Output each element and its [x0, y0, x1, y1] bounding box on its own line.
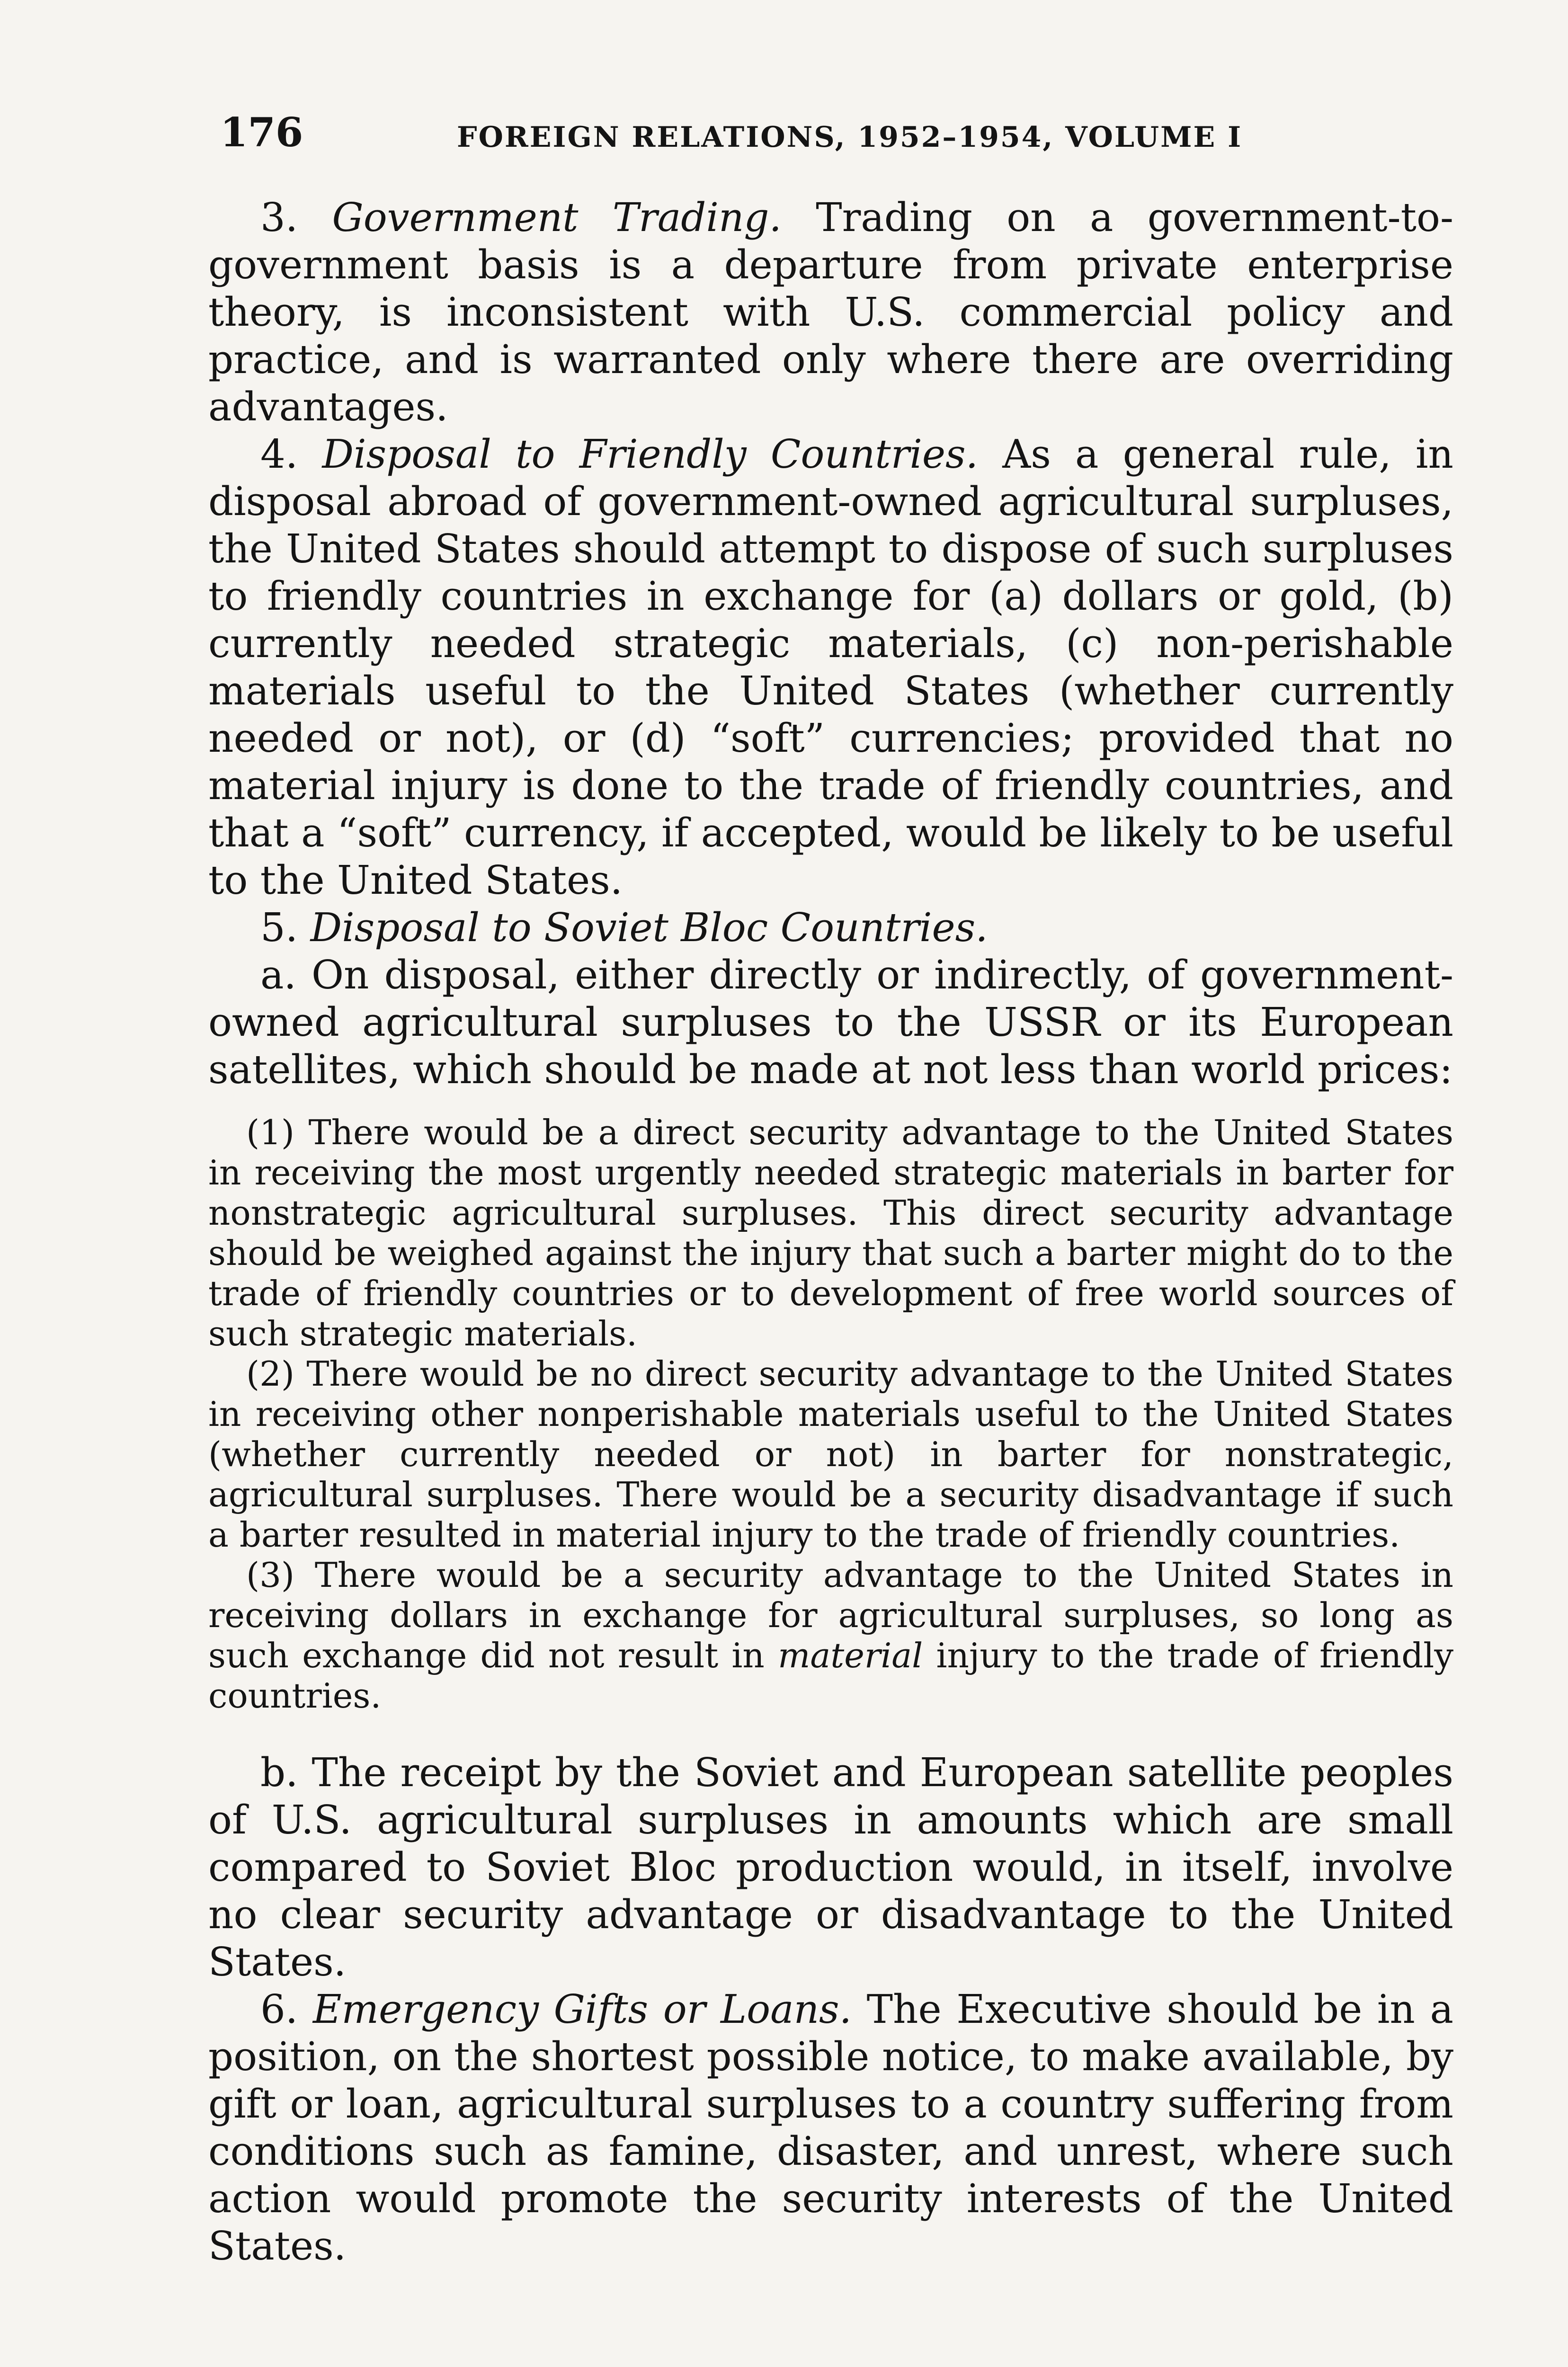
paragraph-number: 4. — [260, 431, 298, 477]
paragraph-heading: Disposal to Friendly Countries. — [322, 431, 978, 477]
paragraph-text: As a general rule, in disposal abroad of government-owned agricultural surpluses, the United States should attempt to dispose of such surpluses to friendly countries in exchange for (a) dollars or gold, (b) currently needed strategic materials, (c) non-perishable materials useful to the United States (whether currently needed or not), or (d) “soft” currencies; provided that no material injury is done to the trade of friendly countries, and that a “soft” currency, if accepted, would be likely to be useful to the United States. — [208, 431, 1453, 903]
spacer — [208, 1716, 1453, 1749]
page-header — [220, 107, 1498, 159]
paragraph-number: 5. — [260, 905, 298, 951]
paragraph-4 — [208, 431, 1453, 904]
subparagraph-5a1: (1) There would be a direct security advantage to the United States in receiving the most urgently needed strategic materials in barter for nonstrategic agricultural surpluses. This direct security advantage should be weighed against the injury that such a barter might do to the trade of friendly countries or to development of free world sources of such strategic materials. — [208, 1112, 1453, 1353]
paragraph-3 — [208, 194, 1453, 431]
paragraph-text: The Executive should be in a position, on the shortest possible notice, to make available, by gift or loan, agricultural surpluses to a country suffering from conditions such as famine, disaster, and unrest, where such action would promote the security interests of the United States. — [208, 1986, 1453, 2269]
running-head: FOREIGN RELATIONS, 1952–1954, VOLUME I — [457, 121, 1243, 154]
paragraph-5b: b. The receipt by the Soviet and European satellite peoples of U.S. agricultural surpluses in amounts which are small compared to Soviet Bloc production would, in itself, involve no clear security advantage or disadvantage to the United States. — [208, 1750, 1453, 1985]
emphasis-text: material — [778, 1636, 923, 1675]
subparagraph-text: (3) There would be a security advantage to the United States in receiving dollars in exchange for agricultural surpluses, so long as such exchange did not result in — [208, 1555, 1453, 1675]
subparagraph-5a3 — [208, 1555, 1453, 1716]
page-number: 176 — [220, 109, 303, 156]
paragraph-number: 6. — [260, 1986, 298, 2032]
paragraph-heading: Emergency Gifts or Loans. — [312, 1986, 852, 2032]
spacer — [208, 1094, 1453, 1112]
paragraph-5 — [208, 904, 1453, 952]
paragraph-5a: a. On disposal, either directly or indirectly, of government-owned agricultural surpluses to the USSR or its European satellites, which should be made at not less than world prices: — [208, 952, 1453, 1093]
paragraph-6 — [208, 1986, 1453, 2270]
paragraph-number: 3. — [260, 195, 298, 240]
paragraph-text: Trading on a government-to-government basis is a departure from private enterprise theory, is inconsistent with U.S. commercial policy and practice, and is warranted only where there are overriding advantages. — [208, 195, 1453, 430]
subparagraph-text: injury to the trade of friendly countries. — [208, 1636, 1453, 1716]
subparagraph-5a2: (2) There would be no direct security advantage to the United States in receiving other nonperishable materials useful to the United States (whether currently needed or not) in barter for nonstrategic, agricultural surpluses. There would be a security disadvantage if such a barter resulted in material injury to the trade of friendly countries. — [208, 1354, 1453, 1555]
paragraph-heading: Disposal to Soviet Bloc Countries. — [310, 905, 988, 951]
paragraph-heading: Government Trading. — [332, 195, 782, 240]
body-text — [208, 194, 1453, 2270]
